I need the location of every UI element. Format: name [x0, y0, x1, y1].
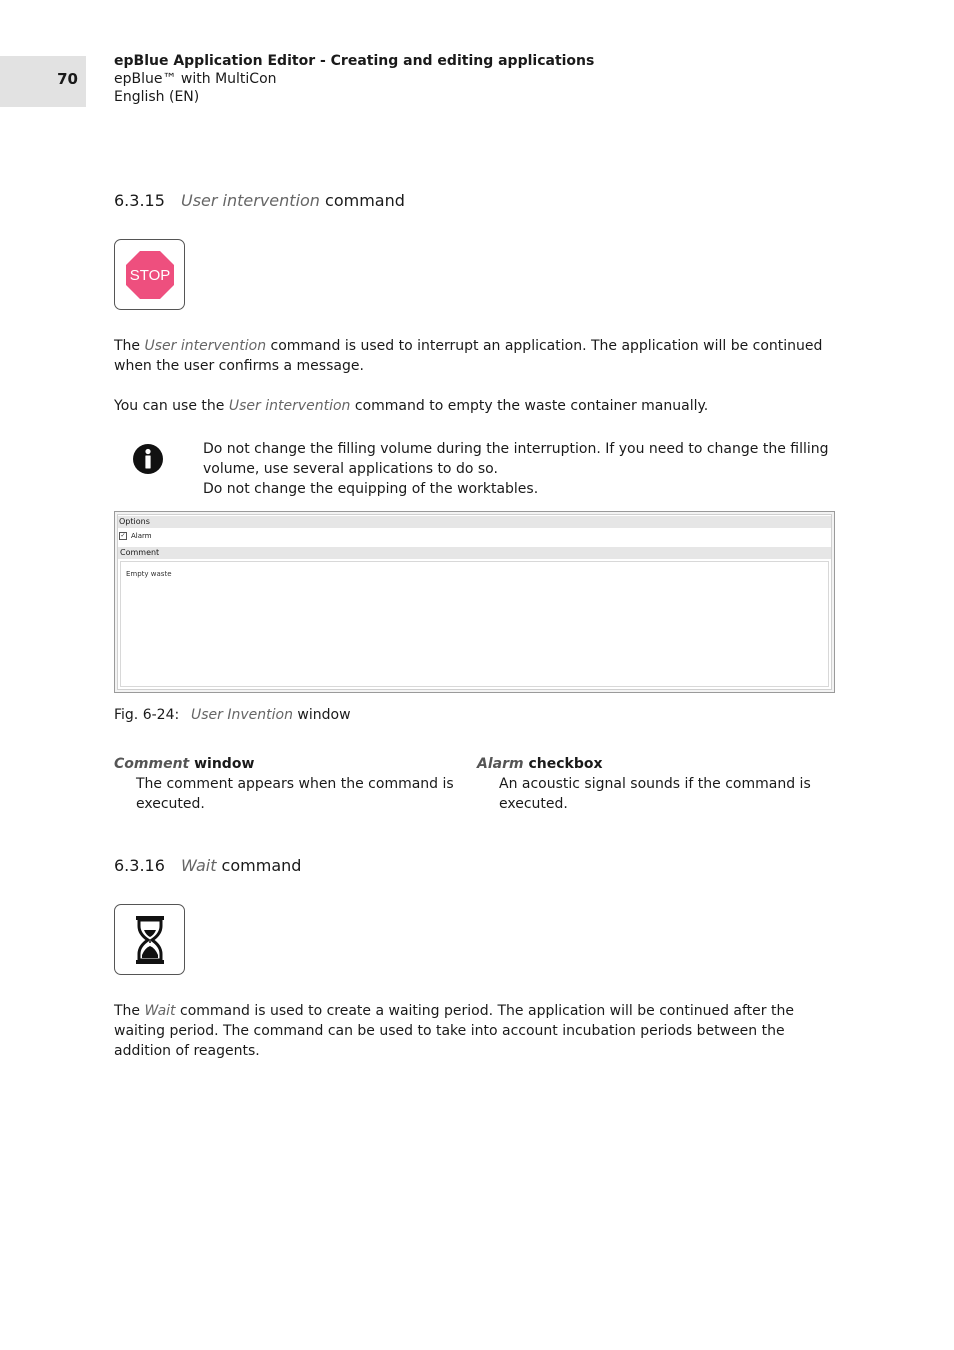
- note-text: [203, 439, 843, 499]
- section-heading-user-intervention: [114, 191, 405, 211]
- section-number: 6.3.15: [114, 191, 165, 210]
- text: You can use the: [114, 398, 229, 414]
- section-title-italic: Wait: [181, 856, 217, 875]
- options-header: Options: [118, 516, 831, 528]
- comment-header: Comment: [118, 547, 831, 559]
- command-name: User intervention: [228, 398, 351, 414]
- text: The: [114, 338, 145, 354]
- figure-caption: [114, 705, 351, 725]
- text: command is used to interrupt an application. The application will be continued when the user confirms a message.: [114, 338, 823, 374]
- section-title-rest: command: [319, 191, 405, 210]
- note-line: Do not change the equipping of the worktables.: [203, 481, 539, 497]
- stop-sign-text: STOP: [129, 266, 170, 284]
- figure-label: Fig. 6-24:: [114, 707, 180, 723]
- definition-desc-alarm: An acoustic signal sounds if the command is executed.: [499, 776, 811, 812]
- text: command to empty the waste container manually.: [350, 398, 709, 414]
- term-rest: window: [189, 756, 255, 772]
- header-language: English (EN): [114, 89, 200, 105]
- alarm-checkbox[interactable]: ✓: [120, 532, 126, 539]
- command-name: User intervention: [144, 338, 267, 354]
- section-title-rest: command: [216, 856, 302, 875]
- comment-textarea[interactable]: [120, 561, 829, 687]
- page-number: 70: [57, 70, 78, 88]
- header-title: epBlue Application Editor - Creating and editing applications: [114, 53, 595, 69]
- section-number: 6.3.16: [114, 856, 165, 875]
- text: The: [114, 1003, 145, 1019]
- stop-command-icon-box: [114, 239, 185, 310]
- figure-title-rest: window: [292, 707, 351, 723]
- definition-term-comment: [114, 754, 254, 774]
- paragraph-wait-purpose: [114, 1001, 844, 1061]
- note-line: Do not change the filling volume during the interruption. If you need to change the filling volume, use several applications to do so.: [203, 441, 829, 477]
- info-icon: [132, 443, 164, 475]
- alarm-checkbox-row[interactable]: [119, 531, 152, 541]
- term-italic: Comment: [114, 756, 190, 772]
- section-title-italic: User intervention: [181, 191, 320, 210]
- term-rest: checkbox: [523, 756, 603, 772]
- alarm-label: Alarm: [131, 532, 152, 540]
- paragraph-waste-container: [114, 396, 844, 416]
- user-intervention-window: [114, 511, 835, 693]
- definition-term-alarm: [477, 754, 603, 774]
- figure-title-italic: User Invention: [191, 707, 293, 723]
- section-heading-wait: [114, 856, 301, 876]
- command-name: Wait: [144, 1003, 176, 1019]
- paragraph-user-intervention-purpose: [114, 336, 844, 376]
- comment-value: Empty waste: [126, 570, 172, 578]
- definition-desc-comment: The comment appears when the command is executed.: [136, 776, 454, 812]
- term-italic: Alarm: [477, 756, 524, 772]
- text: command is used to create a waiting period. The application will be continued after the waiting period. The command can be used to take into account incubation periods between the addition of reagents.: [114, 1003, 794, 1059]
- header-product: epBlue™ with MultiCon: [114, 71, 277, 87]
- hourglass-icon: [130, 914, 170, 966]
- stop-sign-icon: [125, 250, 175, 300]
- window-body: [117, 514, 832, 690]
- wait-command-icon-box: [114, 904, 185, 975]
